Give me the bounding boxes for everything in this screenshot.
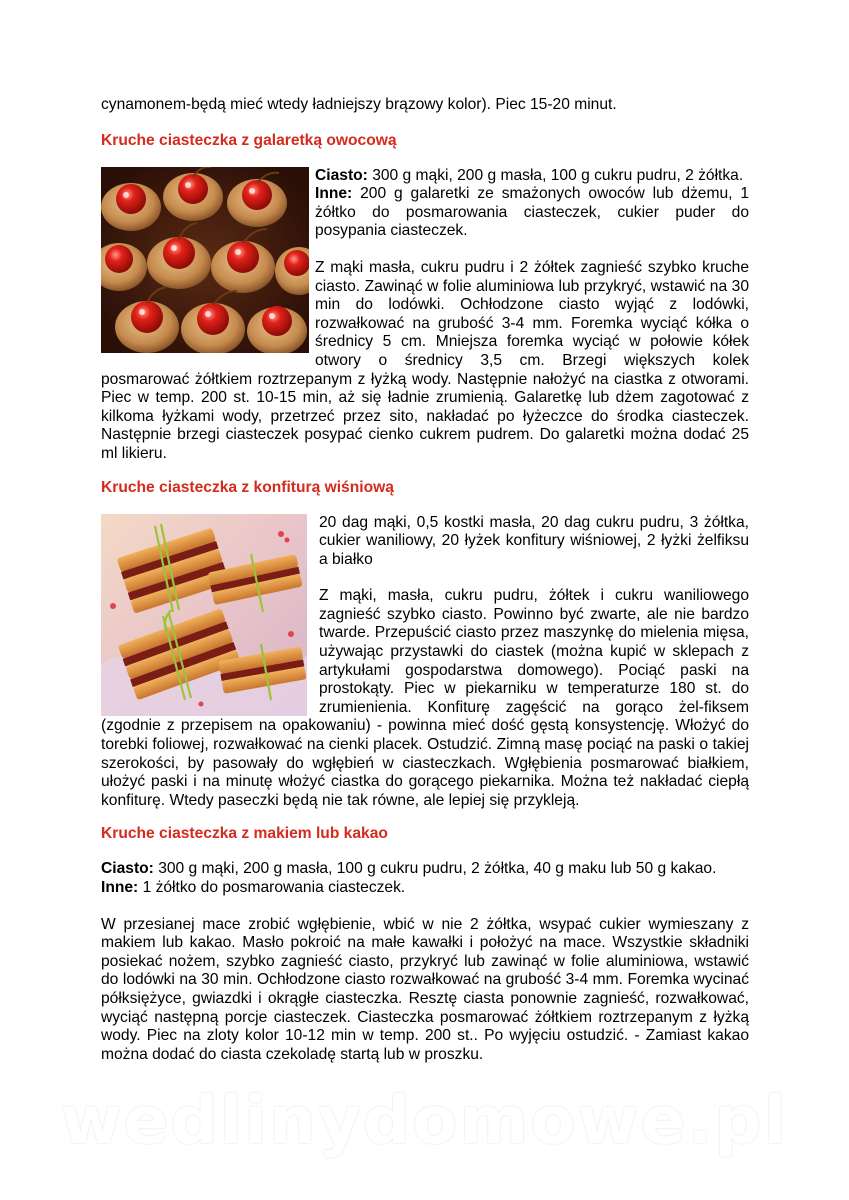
method-text: Z mąki masła, cukru pudru i 2 żółtek zagnieść szybko kruche ciasto. Zawinąć w folie aluminiowa lub przykryć, wstawić na 30 min do lodówki. Ochłodzone ciasto wyjąć z lodówki, rozwałkować na grubość 3-4 mm. Foremka wyciąć kółka o średnicy 5 cm. Mniejsza foremka wyciąć w połowie kółek otwory o średnicy 3,5 cm. Brzegi większych kolek posmarować żółtkiem roztrzepanym z łyżką wody. Następnie nałożyć na ciastka z otworami. Piec w temp. 200 st. 10-15 min, aż się ładnie zrumienią. Galaretkę lub dżem zagotować z kilkoma łyżkami wody, przetrzeć przez sito, nakładać po łyżeczce do środka ciasteczek. Następnie brzegi ciasteczek posypać cienko cukrem pudrem. Do galaretki można dodać 25 ml likieru. xyxy=(101,258,749,462)
method-text: W przesianej mace zrobić wgłębienie, wbić w nie 2 żółtka, wsypać cukier wymieszany z makiem lub kakao. Masło pokroić na małe kawałki i położyć na mace. Wszystkie składniki posiekać nożem, szybko zagnieść ciasto, przykryć lub zawinąć w folie aluminiowa, wstawić do lodówki na 30 min. Ochłodzone ciasto rozwałkować na grubość 3-4 mm. Foremka wycinać półksiężyce, gwiazdki i okrągłe ciasteczka. Resztę ciasta ponownie zagnieść, rozwałkować, wyciąć następną porcje ciasteczek. Ciasteczka posmarować żółtkiem roztrzepanym z łyżką wody. Piec na zloty kolor 10-12 min w temp. 200 st.. Po wyjęciu ostudzić. - Zamiast kakao można dodać do ciasta czekoladę startą lub w proszku. xyxy=(101,915,749,1063)
method-text: Z mąki, masła, cukru pudru, żółtek i cukru waniliowego zagnieść szybko ciasto. Powinno być zwarte, ale nie bardzo twarde. Przepuścić ciasto przez maszynkę do mielenia mięsa, używając przystawki do ciastek (można kupić w sklepach z artykułami gospodarstwa domowego). Pociąć paski na prostokąty. Piec w piekarniku w temperaturze 180 st. do zrumienienia. Konfiturę zagęścić na gorąco żel-fiksem (zgodnie z przepisem na opakowaniu) - powinna mieć dość gęstą konsystencję. Włożyć do torebki foliowej, rozwałkować na cienki placek. Ostudzić. Zimną masę pociąć na paski o takiej szerokości, by pasowały do wgłębień w ciasteczkach. Wgłębienia posmarować białkiem, ułożyć paski i na minutę włożyć ciastka do gorącego piekarnika. Można też nakładać ciepłą konfiturę. Wtedy paseczki będą nie tak równe, ale lepiej się przykleją. xyxy=(101,587,749,809)
ingredients-text: Ciasto: 300 g mąki, 200 g masła, 100 g cukru pudru, 2 żółtka, 40 g maku lub 50 g kakao. Inne: 1 żółtko do posmarowania ciasteczek. xyxy=(101,860,717,896)
recipe-section xyxy=(101,478,749,811)
recipe-title: Kruche ciasteczka z galaretką owocową xyxy=(101,131,397,149)
recipe-section xyxy=(101,824,749,1064)
jam-stack-cookies-photo xyxy=(101,514,307,716)
intro-text: cynamonem-będą mieć wtedy ładniejszy brązowy kolor). Piec 15-20 minut. xyxy=(101,96,617,113)
cherry-cookies-photo xyxy=(101,167,309,353)
jam-cookies-image xyxy=(101,514,307,716)
watermark: wedlinydomowe.pl xyxy=(60,1082,789,1159)
ingredients-text: 20 dag mąki, 0,5 kostki masła, 20 dag cukru pudru, 3 żółtka, cukier waniliowy, 20 łyżek konfitury wiśniowej, 2 łyżki żelfiksu a białko xyxy=(319,513,749,568)
recipe-title: Kruche ciasteczka z konfiturą wiśniową xyxy=(101,478,394,496)
cherry-cookies-image xyxy=(101,167,309,353)
document-page xyxy=(101,96,749,1078)
recipe-title: Kruche ciasteczka z makiem lub kakao xyxy=(101,825,388,843)
recipe-section xyxy=(101,131,749,464)
ingredients-text: Ciasto: 300 g mąki, 200 g masła, 100 g cukru pudru, 2 żółtka. Inne: 200 g galaretki ze smażonych owoców lub dżemu, 1 żółtko do posmarowania ciasteczek, cukier puder do posypania ciasteczek. xyxy=(315,166,749,240)
